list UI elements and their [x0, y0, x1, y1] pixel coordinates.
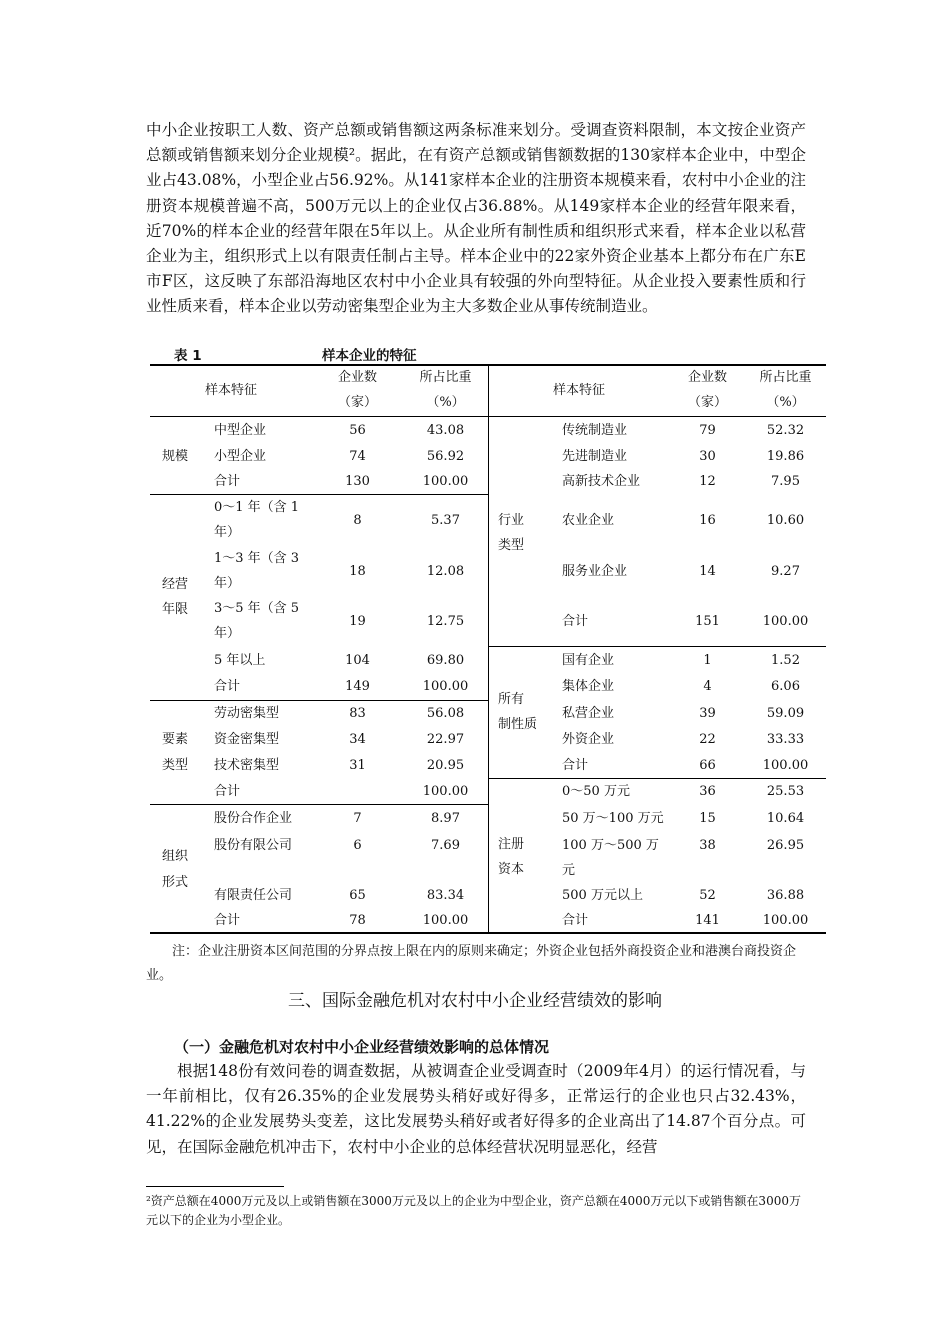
body-paragraph-1: 中小企业按职工人数、资产总额或销售额这两条标准来划分。受调查资料限制，本文按企业资产总额或销售额来划分企业规模²。据此，在有资产总额或销售额数据的130家样本企业中，中型企业占43.08%，小型企业占56.92%。从141家样本企业的注册资本规模来看，农村中小企业的注册资本规模普遍不高，500万元以上的企业仅占36.88%。从149家样本企业的经营年限来看，近70%的样本企业的经营年限在5年以上。从企业所有制性质和组织形式来看，样本企业以私营企业为主，组织形式上以有限责任制占主导。样本企业中的22家外资企业基本上都分布在广东E市F区，这反映了东部沿海地区农村中小企业具有较强的外向型特征。从企业投入要素性质和行业性质来看，样本企业以劳动密集型企业为主大多数企业从事传统制造业。 [146, 121, 806, 316]
row-count: 74 [349, 449, 366, 464]
row-label-line1: 0～1 年（含 1 [214, 500, 300, 515]
row-share: 12.08 [426, 564, 465, 579]
group-org-2: 形式 [162, 875, 189, 890]
row-label: 中型企业 [214, 423, 267, 438]
row-label: 合计 [214, 913, 241, 928]
group-industry-1: 行业 [498, 513, 525, 528]
row-label: 合计 [562, 614, 589, 629]
group-factor-2: 类型 [162, 758, 189, 773]
row-label: 外资企业 [562, 732, 615, 747]
row-count: 65 [349, 888, 366, 903]
row-share: 56.92 [426, 449, 465, 464]
row-count: 18 [349, 564, 366, 579]
header-feature-right: 样本特征 [553, 383, 606, 398]
group-capital-1: 注册 [498, 837, 525, 852]
group-ownership-1: 所有 [498, 692, 525, 707]
row-count: 16 [699, 513, 716, 528]
table-note: 注：企业注册资本区间范围的分界点按上限在内的原则来确定；外资企业包括外商投资企业和港澳台商投资企业。 [146, 944, 797, 983]
row-label: 50 万～100 万元 [562, 811, 664, 826]
row-count: 56 [349, 423, 366, 438]
row-share: 20.95 [426, 758, 465, 773]
row-share: 100.00 [762, 913, 809, 928]
row-count: 30 [699, 449, 716, 464]
header-count-unit-left: （家） [337, 395, 377, 410]
row-count: 130 [345, 474, 370, 489]
row-count: 79 [699, 423, 716, 438]
row-count: 12 [699, 474, 716, 489]
row-label-line1: 100 万～500 万 [562, 838, 659, 853]
header-count-unit-right: （家） [687, 395, 727, 410]
row-share: 7.69 [431, 838, 460, 853]
section-title: 三、国际金融危机对农村中小企业经营绩效的影响 [288, 991, 662, 1011]
row-share: 26.95 [766, 838, 805, 853]
row-share: 83.34 [426, 888, 465, 903]
row-label: 传统制造业 [562, 423, 628, 438]
row-label: 合计 [562, 913, 589, 928]
group-years-1: 经营 [162, 577, 189, 592]
row-share: 7.95 [771, 474, 800, 489]
row-share: 100.00 [422, 474, 469, 489]
table-label: 表 1 [174, 348, 202, 364]
group-factor-1: 要素 [162, 732, 189, 747]
row-count: 6 [353, 838, 362, 853]
row-count: 83 [349, 706, 366, 721]
row-count: 38 [699, 838, 716, 853]
table-title: 样本企业的特征 [322, 348, 417, 364]
row-count: 7 [353, 811, 362, 826]
footnote-divider [146, 1186, 284, 1187]
sample-characteristics-table [150, 364, 826, 934]
header-share-left: 所占比重 [419, 370, 472, 385]
row-share: 22.97 [426, 732, 465, 747]
row-label: 高新技术企业 [562, 474, 641, 489]
row-count: 149 [345, 679, 370, 694]
row-label: 500 万元以上 [562, 888, 643, 903]
footnote: ²资产总额在4000万元及以上或销售额在3000万元及以上的企业为中型企业，资产总额在4000万元以下或销售额在3000万元以下的企业为小型企业。 [146, 1194, 801, 1227]
row-share: 12.75 [426, 614, 465, 629]
row-label: 股份有限公司 [214, 838, 293, 853]
row-label: 资金密集型 [214, 732, 280, 747]
header-share-right: 所占比重 [759, 370, 812, 385]
row-count: 14 [699, 564, 716, 579]
body-paragraph-2: 根据148份有效问卷的调查数据，从被调查企业受调查时（2009年4月）的运行情况看，与一年前相比，仅有26.35%的企业发展势头稍好或好得多，正常运行的企业也只占32.43%，41.22%的企业发展势头变差，这比发展势头稍好或者好得多的企业高出了14.87个百分点。可见，在国际金融危机冲击下，农村中小企业的总体经营状况明显恶化，经营 [146, 1062, 806, 1156]
row-share: 33.33 [766, 732, 805, 747]
row-label-line2: 年） [214, 525, 241, 540]
row-share: 25.53 [766, 784, 805, 799]
row-count: 19 [349, 614, 366, 629]
group-years-2: 年限 [162, 602, 189, 617]
row-label-line2: 年） [214, 576, 241, 591]
row-count: 36 [699, 784, 716, 799]
row-share: 36.88 [766, 888, 805, 903]
row-share: 56.08 [426, 706, 465, 721]
row-label-line1: 1～3 年（含 3 [214, 551, 300, 566]
row-share: 100.00 [762, 614, 809, 629]
row-label: 服务业企业 [562, 564, 628, 579]
row-label: 0～50 万元 [562, 784, 630, 799]
header-feature-left: 样本特征 [205, 383, 258, 398]
group-org-1: 组织 [162, 849, 189, 864]
row-count: 66 [699, 758, 716, 773]
row-share: 5.37 [431, 513, 460, 528]
row-label: 国有企业 [562, 653, 615, 668]
row-label: 5 年以上 [214, 653, 266, 668]
row-label: 合计 [214, 679, 241, 694]
row-count: 34 [349, 732, 366, 747]
row-count: 141 [695, 913, 720, 928]
row-share: 10.60 [766, 513, 805, 528]
row-share: 100.00 [422, 913, 469, 928]
header-count-right: 企业数 [687, 370, 727, 385]
row-label-line2: 年） [214, 626, 241, 641]
row-label: 集体企业 [562, 679, 615, 694]
row-count: 78 [349, 913, 366, 928]
row-count: 8 [353, 513, 362, 528]
row-share: 43.08 [426, 423, 465, 438]
row-label: 有限责任公司 [214, 888, 293, 903]
row-count: 22 [699, 732, 716, 747]
subsection-title: （一）金融危机对农村中小企业经营绩效影响的总体情况 [174, 1038, 550, 1056]
row-share: 6.06 [771, 679, 800, 694]
row-label-line2: 元 [562, 863, 576, 878]
header-count-left: 企业数 [337, 370, 377, 385]
row-label-line1: 3～5 年（含 5 [214, 601, 300, 616]
row-label: 合计 [562, 758, 589, 773]
row-share: 100.00 [422, 679, 469, 694]
row-share: 9.27 [771, 564, 800, 579]
row-share: 59.09 [766, 706, 805, 721]
header-share-unit-right: （%） [766, 395, 805, 410]
group-capital-2: 资本 [498, 862, 525, 877]
row-count: 104 [345, 653, 370, 668]
row-label: 技术密集型 [214, 758, 280, 773]
row-label: 股份合作企业 [214, 811, 293, 826]
row-count: 15 [699, 811, 716, 826]
row-share: 19.86 [766, 449, 805, 464]
group-ownership-2: 制性质 [498, 717, 538, 732]
row-share: 52.32 [766, 423, 805, 438]
row-label: 合计 [214, 784, 241, 799]
row-share: 69.80 [426, 653, 465, 668]
row-count: 52 [699, 888, 716, 903]
row-label: 农业企业 [562, 513, 615, 528]
row-count: 4 [703, 679, 712, 694]
row-share: 100.00 [762, 758, 809, 773]
group-scale: 规模 [162, 449, 189, 464]
group-industry-2: 类型 [498, 538, 525, 553]
row-label: 先进制造业 [562, 449, 628, 464]
row-share: 10.64 [766, 811, 805, 826]
row-count: 31 [349, 758, 366, 773]
row-count: 1 [703, 653, 712, 668]
row-label: 小型企业 [214, 449, 267, 464]
row-share: 8.97 [431, 811, 460, 826]
row-label: 私营企业 [562, 706, 615, 721]
row-label: 合计 [214, 474, 241, 489]
row-count: 39 [699, 706, 716, 721]
row-label: 劳动密集型 [214, 706, 280, 721]
header-share-unit-left: （%） [426, 395, 465, 410]
row-count: 151 [695, 614, 720, 629]
row-share: 1.52 [771, 653, 800, 668]
row-share: 100.00 [422, 784, 469, 799]
